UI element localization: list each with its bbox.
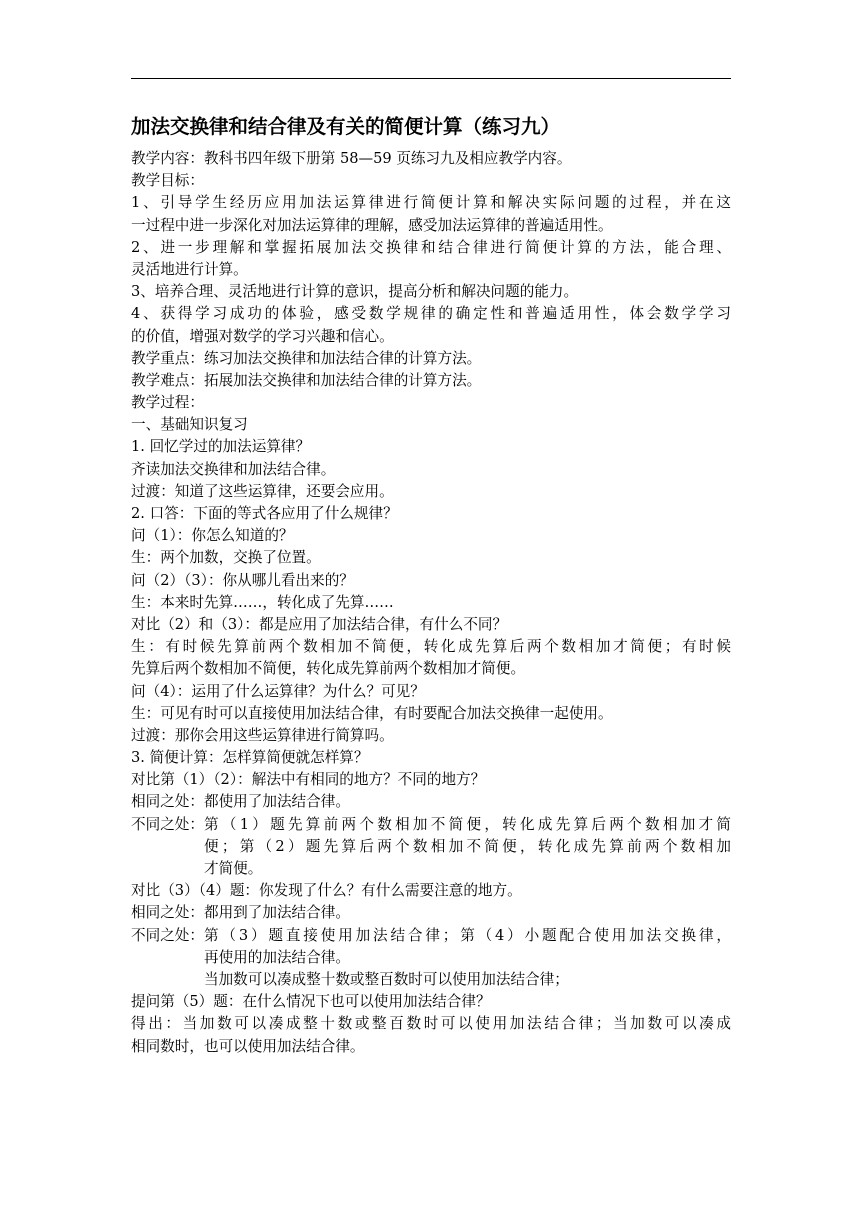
difference-1-line-2: 便；第（2）题先算后两个数相加不简便，转化成先算前两个数相加: [203, 837, 731, 855]
goal-1-line-1: 1、引导学生经历应用加法运算律进行简便计算和解决实际问题的过程，并在这: [131, 194, 731, 212]
difference-2: [131, 925, 731, 992]
difference-2-line-1: 第（3）题直接使用加法结合律；第（4）小题配合使用加法交换律，: [203, 926, 731, 944]
transition-2: 过渡：那你会用这些运算律进行简算吗。: [131, 726, 394, 744]
goal-2-line-2: 灵活地进行计算。: [131, 260, 248, 278]
goal-3: 3、培养合理、灵活地进行计算的意识，提高分析和解决问题的能力。: [131, 283, 579, 301]
difference-2-line-2: 再使用的加法结合律。: [203, 948, 350, 966]
goal-4-line-2: 的价值，增强对数学的学习兴趣和信心。: [131, 327, 394, 345]
goals-heading: 教学目标：: [131, 172, 204, 190]
question-1: 1. 回忆学过的加法运算律？: [131, 438, 311, 456]
compare-answer-line-1: 生：有时候先算前两个数相加不简便，转化成先算后两个数相加才简便；有时候: [131, 638, 731, 656]
section-1-heading: 一、基础知识复习: [131, 416, 248, 434]
difference-1-content: [204, 814, 731, 881]
document-page: [131, 78, 731, 1058]
difference-1-label: 不同之处：: [131, 815, 204, 833]
answer-4: 生：可见有时可以直接使用加法结合律，有时要配合加法交换律一起使用。: [131, 704, 613, 722]
similarity-1: 相同之处：都使用了加法结合律。: [131, 793, 350, 811]
transition-1: 过渡：知道了这些运算律，还要会应用。: [131, 482, 394, 500]
ask-2-3: 问（2）（3）：你从哪儿看出来的？: [131, 571, 354, 589]
compare-3-4: 对比（3）（4）题：你发现了什么？有什么需要注意的地方。: [131, 882, 522, 900]
conclusion-line-2: 相同数时，也可以使用加法结合律。: [131, 1037, 365, 1055]
answer-2-3: 生：本来时先算……，转化成了先算……: [131, 593, 394, 611]
goal-4-line-1: 4、获得学习成功的体验，感受数学规律的确定性和普遍适用性，体会数学学习: [131, 305, 731, 323]
header-rule: [131, 78, 731, 79]
question-2: 2. 口答：下面的等式各应用了什么规律？: [131, 505, 398, 522]
conclusion-line-1: 得出：当加数可以凑成整十数或整百数时可以使用加法结合律；当加数可以凑成: [131, 1015, 731, 1033]
difference-2-label: 不同之处：: [131, 926, 204, 944]
goal-2-line-1: 2、进一步理解和掌握拓展加法交换律和结合律进行简便计算的方法，能合理、: [131, 238, 731, 256]
difference-1-line-3: 才简便。: [203, 860, 263, 877]
ask-1: 问（1）：你怎么知道的？: [131, 527, 294, 545]
question-1-answer: 齐读加法交换律和加法结合律。: [131, 460, 336, 478]
difference-2-content: [204, 925, 731, 992]
teaching-content: 教学内容：教科书四年级下册第 58—59 页练习九及相应教学内容。: [131, 150, 572, 167]
goal-1-line-2: 一过程中进一步深化对加法运算律的理解，感受加法运算律的普遍适用性。: [131, 216, 613, 234]
ask-4: 问（4）：运用了什么运算律？为什么？可见？: [131, 682, 425, 700]
answer-1: 生：两个加数，交换了位置。: [131, 549, 321, 567]
compare-answer-line-2: 先算后两个数相加不简便，转化成先算前两个数相加才简便。: [131, 660, 526, 678]
compare-2-3: 对比（2）和（3）：都是应用了加法结合律，有什么不同？: [131, 615, 508, 633]
difference-2-line-3: 当加数可以凑成整十数或整百数时可以使用加法结合律；: [203, 970, 569, 988]
similarity-2: 相同之处：都用到了加法结合律。: [131, 904, 350, 922]
difference-1: [131, 814, 731, 881]
ask-5: 提问第（5）题：在什么情况下也可以使用加法结合律？: [131, 993, 491, 1011]
page-title: 加法交换律和结合律及有关的简便计算（练习九）: [131, 115, 561, 138]
question-3: 3. 简便计算：怎样算简便就怎样算？: [131, 749, 369, 767]
difficult-point: 教学难点：拓展加法交换律和加法结合律的计算方法。: [131, 371, 482, 389]
process-heading: 教学过程：: [131, 394, 204, 412]
compare-1-2: 对比第（1）（2）：解法中有相同的地方？不同的地方？: [131, 771, 486, 789]
difference-1-line-1: 第（1）题先算前两个数相加不简便，转化成先算后两个数相加才简: [203, 815, 731, 833]
key-point: 教学重点：练习加法交换律和加法结合律的计算方法。: [131, 349, 482, 367]
document-body: [131, 148, 731, 1058]
